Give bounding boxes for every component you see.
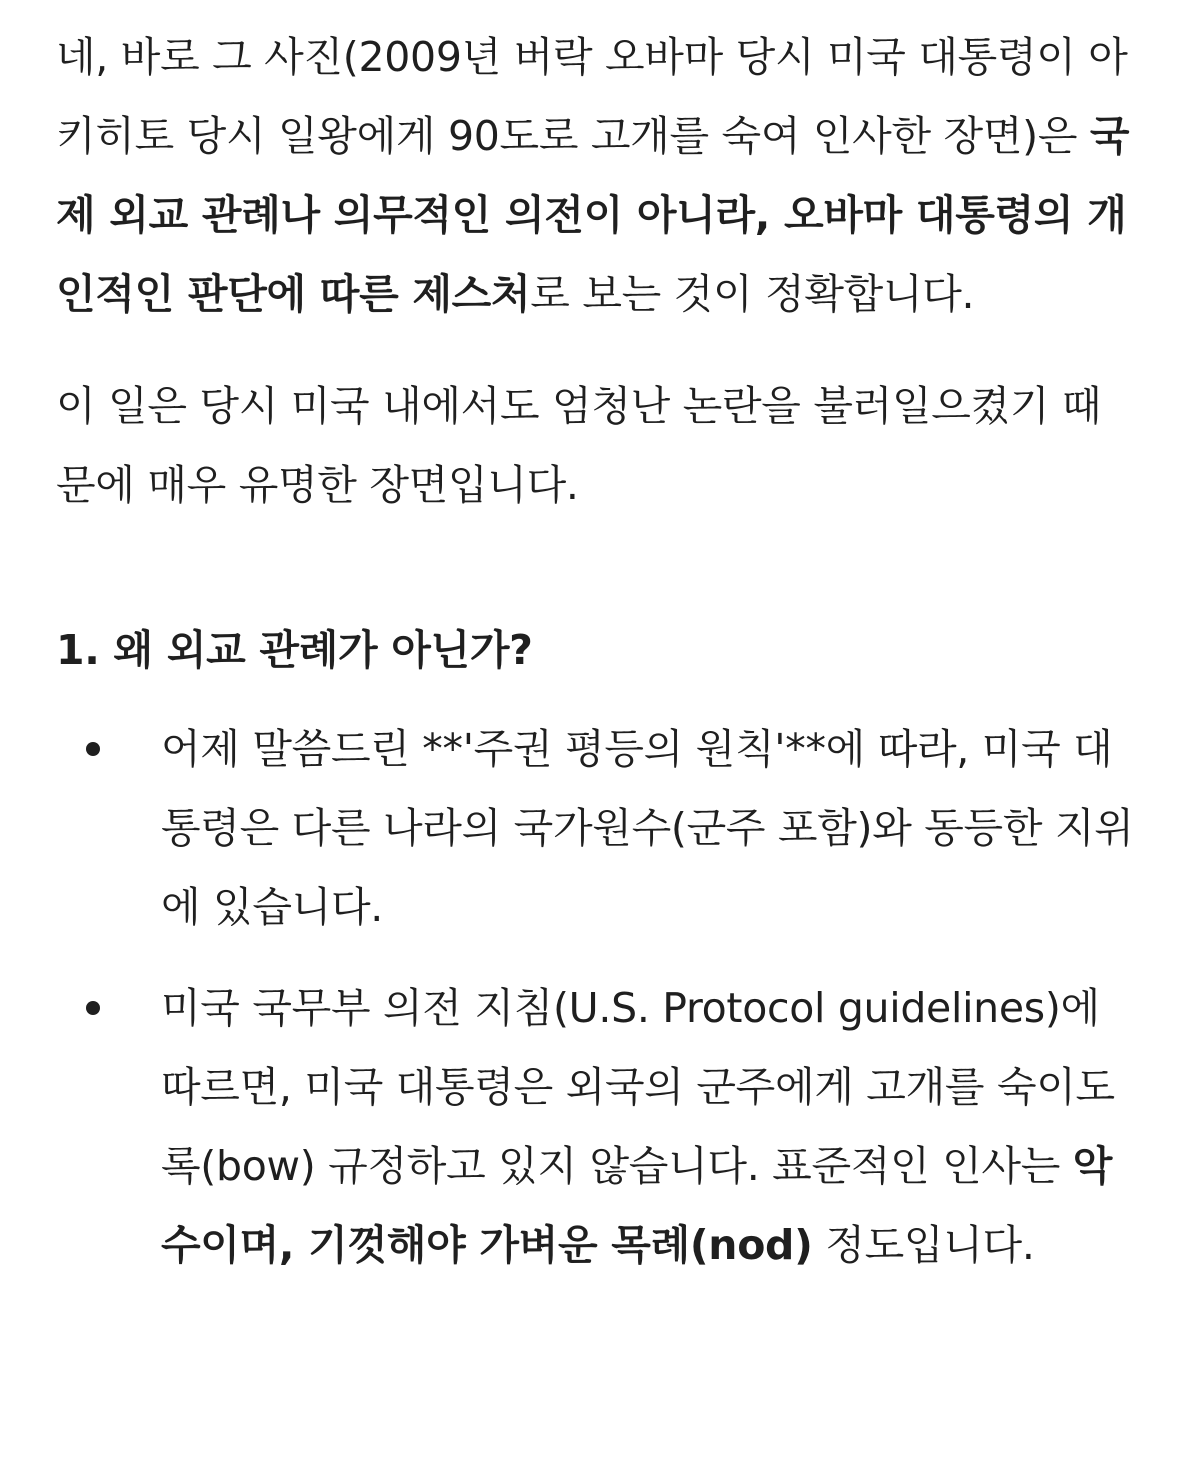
chat-response (56, 18, 1136, 1285)
intro-text-1: 네, 바로 그 사진(2009년 버락 오바마 당시 미국 대통령이 아키히토 당시 일왕에게 90도로 고개를 숙여 인사한 장면)은 (56, 33, 1128, 160)
bullet-list (56, 710, 1136, 1285)
intro-paragraph (56, 18, 1136, 334)
bullet-icon (86, 1001, 100, 1015)
context-text: 이 일은 당시 미국 내에서도 엄청난 논란을 불러일으켰기 때문에 매우 유명한 장면입니다. (56, 382, 1102, 509)
bullet-icon (86, 742, 100, 756)
list-item (56, 710, 1136, 947)
intro-text-2: 로 보는 것이 정확합니다. (530, 270, 975, 318)
intro-bold-text: 국제 외교 관례나 의무적인 의전이 아니라, 오바마 대통령의 개인적인 판단에 따른 제스처 (56, 112, 1130, 318)
bullet-2-text-1: 미국 국무부 의전 지침(U.S. Protocol guidelines)에 따르면, 미국 대통령은 외국의 군주에게 고개를 숙이도록(bow) 규정하고 있지 않습니다. 표준적인 인사는 (161, 984, 1115, 1190)
list-item (56, 969, 1136, 1285)
bullet-2-text-2: 정도입니다. (812, 1221, 1035, 1269)
context-paragraph (56, 367, 1136, 525)
bullet-1-text: 어제 말씀드린 **'주권 평등의 원칙'**에 따라, 미국 대통령은 다른 나라의 국가원수(군주 포함)와 동등한 지위에 있습니다. (161, 725, 1134, 931)
section-heading: 1. 왜 외교 관례가 아닌가? (56, 626, 533, 674)
bullet-2-bold-text: 악수이며, 기껏해야 가벼운 목례(nod) (161, 1142, 1113, 1269)
